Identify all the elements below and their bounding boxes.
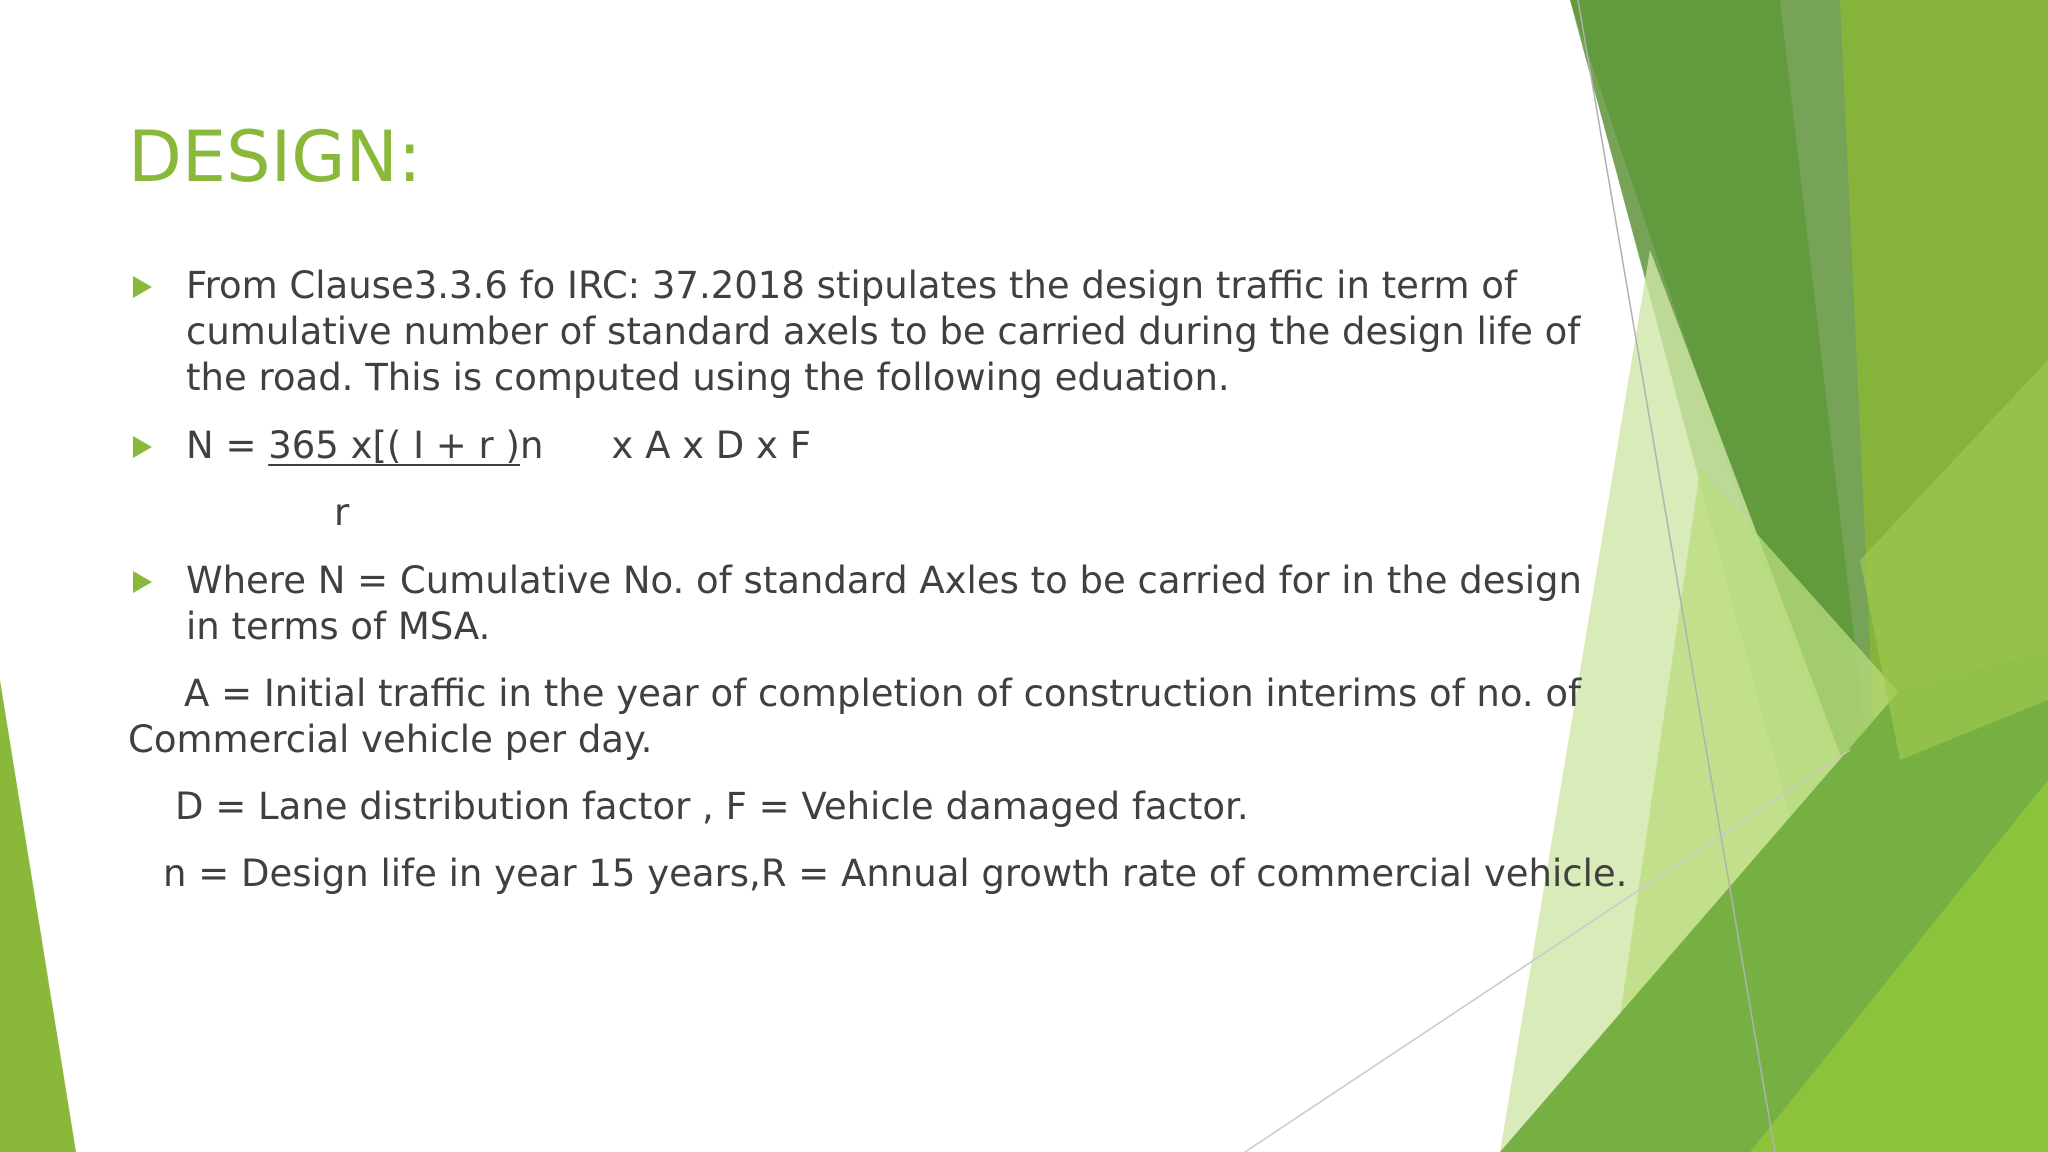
formula-exponent: n [519,424,544,467]
definition-n-r: n = Design life in year 15 years,R = Annual growth rate of commercial vehicle. [163,852,1628,895]
bullet-text-line: cumulative number of standard axels to be carried during the design life of [186,310,1581,353]
bullet-text-line: the road. This is computed using the following eduation. [186,356,1230,399]
definition-a-line2: Commercial vehicle per day. [128,718,653,761]
formula-prefix: N = [186,424,269,467]
formula-suffix: x A x D x F [611,424,812,467]
formula-numerator: 365 x[( I + r ) [268,424,520,467]
bullet-clause-intro [186,263,1580,401]
bullet-text-line: in terms of MSA. [186,605,491,648]
left-green-sliver [0,680,76,1152]
bullet-text-line: Where N = Cumulative No. of standard Axles to be carried for in the design [186,559,1582,602]
bullet-formula [186,423,811,469]
bullet-text-line: From Clause3.3.6 fo IRC: 37.2018 stipulates the design traffic in term of [186,264,1517,307]
formula-denominator: r [334,491,350,534]
bullet-where [186,558,1582,650]
definition-a-line1: A = Initial traffic in the year of completion of construction interims of no. of [184,672,1582,715]
definition-d-f: D = Lane distribution factor , F = Vehicle damaged factor. [175,785,1249,828]
slide-title: DESIGN: [128,116,422,198]
